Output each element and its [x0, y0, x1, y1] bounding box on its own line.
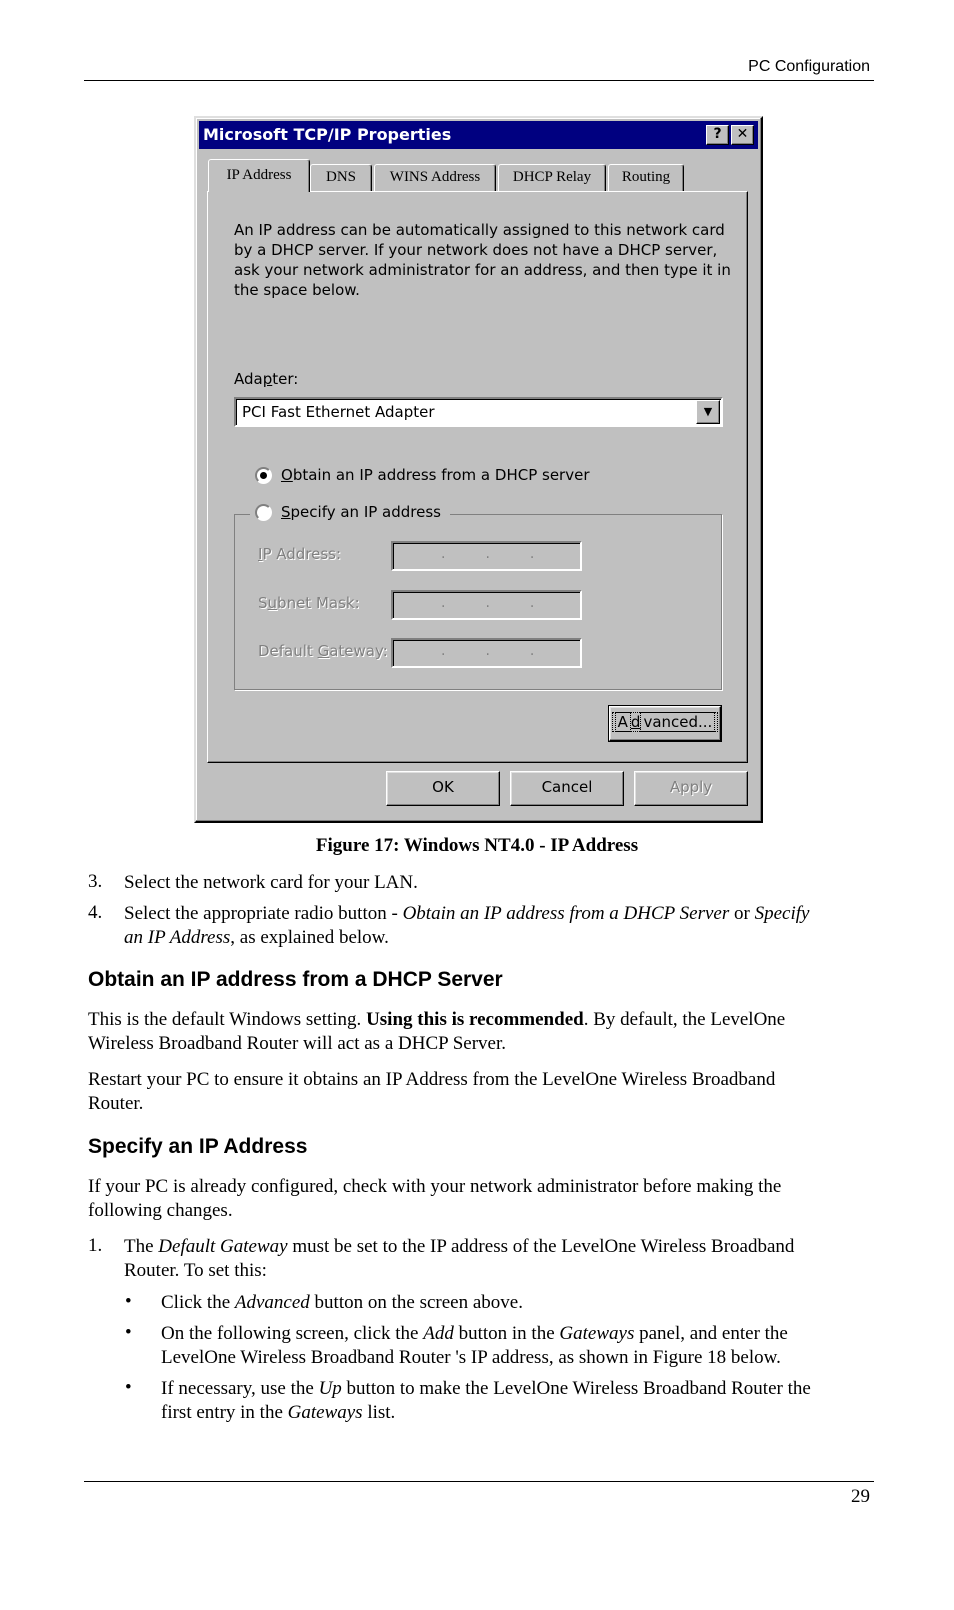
heading-specify-ip: Specify an IP Address: [88, 1135, 308, 1158]
bullet-2-glyph: •: [125, 1322, 132, 1343]
step-4-number: 4.: [88, 902, 103, 923]
radio-obtain-dhcp-label[interactable]: Obtain an IP address from a DHCP server: [281, 466, 590, 484]
advanced-button[interactable]: A d vanced...: [609, 706, 721, 741]
bullet-1-glyph: •: [125, 1291, 132, 1312]
dialog-description: An IP address can be automatically assigned to this network card by a DHCP server. If your network does not have a DHCP server, ask your network administrator for an address, and then type it in the space below.: [234, 221, 731, 299]
dialog-title: Microsoft TCP/IP Properties: [203, 125, 452, 144]
ip-address-field[interactable]: ...: [391, 541, 582, 571]
tab-wins-address[interactable]: WINS Address: [374, 164, 496, 191]
paragraph-restart: Restart your PC to ensure it obtains an IP Address from the LevelOne Wireless Broadband Router.: [88, 1069, 776, 1114]
subnet-mask-field[interactable]: ...: [391, 590, 582, 620]
subnet-mask-label: Subnet Mask:: [258, 594, 360, 612]
tab-dns[interactable]: DNS: [310, 164, 372, 191]
radio-specify-ip-label[interactable]: Specify an IP address: [281, 503, 441, 521]
radio-obtain-dhcp[interactable]: [255, 467, 272, 484]
item-1-number: 1.: [88, 1235, 103, 1256]
adapter-label: Adapter:: [234, 370, 299, 388]
bullet-2-text: On the following screen, click the Add button in the Gateways panel, and enter the LevelOne Wireless Broadband Router 's IP address, as shown in Figure 18 below.: [161, 1323, 788, 1368]
tab-routing[interactable]: Routing: [608, 164, 684, 191]
figure-caption: Figure 17: Windows NT4.0 - IP Address: [315, 835, 639, 856]
default-gateway-label: Default Gateway:: [258, 642, 388, 660]
bullet-1-text: Click the Advanced button on the screen above.: [161, 1292, 523, 1313]
tab-ip-address[interactable]: IP Address: [208, 159, 310, 192]
adapter-value: PCI Fast Ethernet Adapter: [242, 403, 435, 421]
paragraph-default-setting: This is the default Windows setting. Using this is recommended. By default, the LevelOne Wireless Broadband Router will act as a DHCP Server.: [88, 1009, 786, 1054]
close-button[interactable]: ✕: [731, 125, 754, 145]
running-header: PC Configuration: [748, 58, 870, 75]
default-gateway-field[interactable]: ...: [391, 638, 582, 668]
header-rule: [84, 80, 874, 81]
page-number: 29: [851, 1486, 870, 1507]
step-3-number: 3.: [88, 871, 103, 892]
tab-dhcp-relay[interactable]: DHCP Relay: [498, 164, 606, 191]
ok-button[interactable]: OK: [386, 771, 500, 806]
ip-address-label: IP Address:: [258, 545, 342, 563]
bullet-3-glyph: •: [125, 1377, 132, 1398]
radio-specify-ip[interactable]: [255, 504, 272, 521]
step-4-text: Select the appropriate radio button - Obtain an IP address from a DHCP Server or Specify an IP Address, as explained below.: [124, 903, 810, 948]
apply-button[interactable]: Apply: [634, 771, 748, 806]
footer-rule: [84, 1481, 874, 1482]
item-1-text: The Default Gateway must be set to the IP address of the LevelOne Wireless Broadband Router. To set this:: [124, 1236, 795, 1281]
paragraph-already-configured: If your PC is already configured, check with your network administrator before making the following changes.: [88, 1176, 782, 1221]
heading-obtain-dhcp: Obtain an IP address from a DHCP Server: [88, 968, 503, 991]
bullet-3-text: If necessary, use the Up button to make the LevelOne Wireless Broadband Router the first entry in the Gateways list.: [161, 1378, 811, 1423]
step-3-text: Select the network card for your LAN.: [124, 872, 418, 893]
dropdown-arrow-icon[interactable]: ▼: [696, 400, 720, 424]
help-button[interactable]: ?: [706, 125, 729, 145]
adapter-select[interactable]: [234, 397, 723, 427]
cancel-button[interactable]: Cancel: [510, 771, 624, 806]
